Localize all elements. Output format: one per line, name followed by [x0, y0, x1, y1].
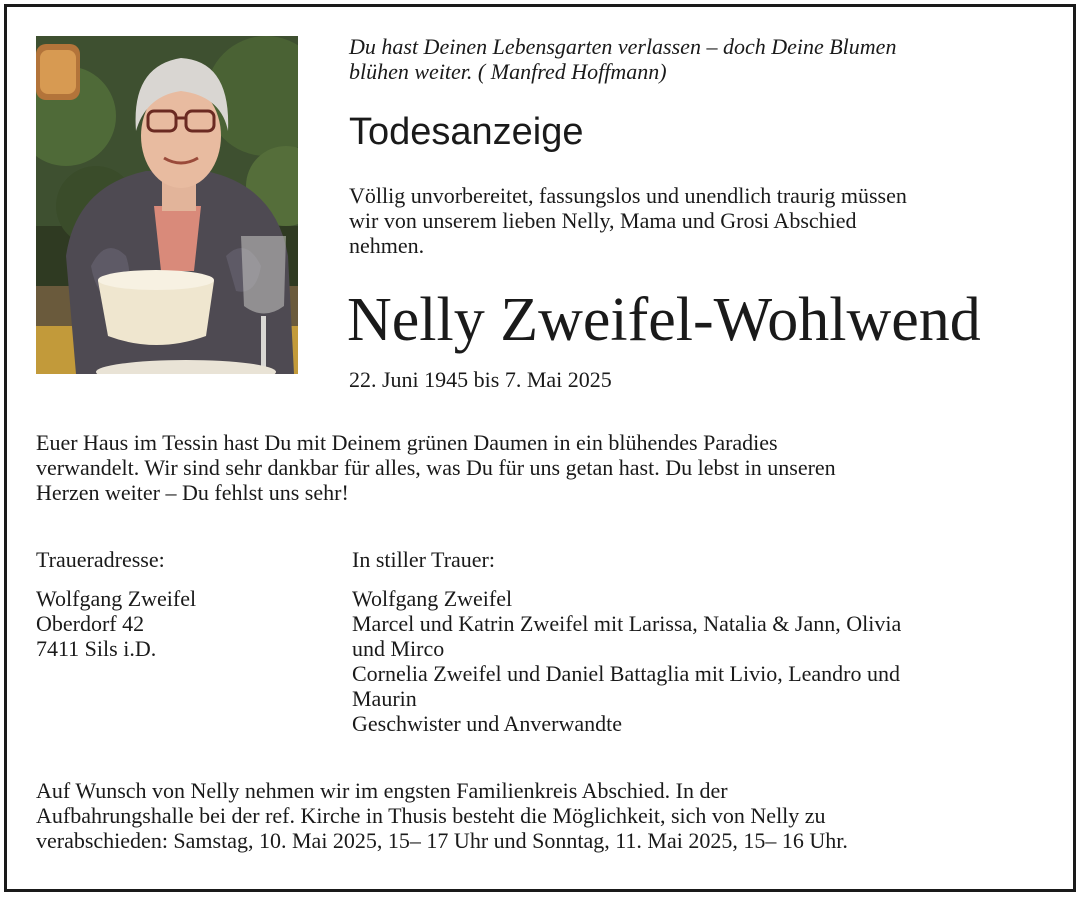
- mourner-line: Maurin: [352, 686, 417, 711]
- mourner-line: Geschwister und Anverwandte: [352, 711, 623, 736]
- intro-line: Völlig unvorbereitet, fassungslos und unendlich traurig müssen: [349, 183, 907, 208]
- tribute-line: Euer Haus im Tessin hast Du mit Deinem grünen Daumen in ein blühendes Paradies: [36, 430, 778, 455]
- intro-line: nehmen.: [349, 233, 425, 258]
- mourner-line: und Mirco: [352, 636, 445, 661]
- mourning-address: [36, 547, 336, 661]
- address-heading: Traueradresse:: [36, 547, 165, 572]
- closing-line: Aufbahrungshalle bei der ref. Kirche in Thusis besteht die Möglichkeit, sich von Nelly zu: [36, 803, 826, 828]
- mourners-list: [352, 547, 1042, 736]
- page-title: Todesanzeige: [349, 111, 584, 153]
- closing-line: Auf Wunsch von Nelly nehmen wir im engsten Familienkreis Abschied. In der: [36, 778, 728, 803]
- quote: [349, 34, 1049, 84]
- address-line: 7411 Sils i.D.: [36, 636, 157, 661]
- tribute-line: Herzen weiter – Du fehlst uns sehr!: [36, 480, 349, 505]
- address-line: Oberdorf 42: [36, 611, 145, 636]
- intro-text: [349, 183, 1049, 258]
- quote-line: Du hast Deinen Lebensgarten verlassen – doch Deine Blumen: [349, 34, 897, 59]
- quote-line: blühen weiter. ( Manfred Hoffmann): [349, 59, 667, 84]
- closing-text: [36, 778, 1048, 853]
- mourner-line: Marcel und Katrin Zweifel mit Larissa, Natalia & Jann, Olivia: [352, 611, 902, 636]
- life-dates: 22. Juni 1945 bis 7. Mai 2025: [349, 367, 612, 392]
- mourners-heading: In stiller Trauer:: [352, 547, 495, 572]
- mourner-line: Cornelia Zweifel und Daniel Battaglia mit Livio, Leandro und: [352, 661, 901, 686]
- address-line: Wolfgang Zweifel: [36, 586, 197, 611]
- closing-line: verabschieden: Samstag, 10. Mai 2025, 15– 17 Uhr und Sonntag, 11. Mai 2025, 15– 16 Uhr.: [36, 828, 848, 853]
- tribute-line: verwandelt. Wir sind sehr dankbar für alles, was Du für uns getan hast. Du lebst in unseren: [36, 455, 836, 480]
- portrait-photo: [36, 36, 298, 374]
- intro-line: wir von unserem lieben Nelly, Mama und Grosi Abschied: [349, 208, 857, 233]
- deceased-name: Nelly Zweifel-Wohlwend: [347, 286, 981, 354]
- tribute-text: [36, 430, 1036, 505]
- mourner-line: Wolfgang Zweifel: [352, 586, 513, 611]
